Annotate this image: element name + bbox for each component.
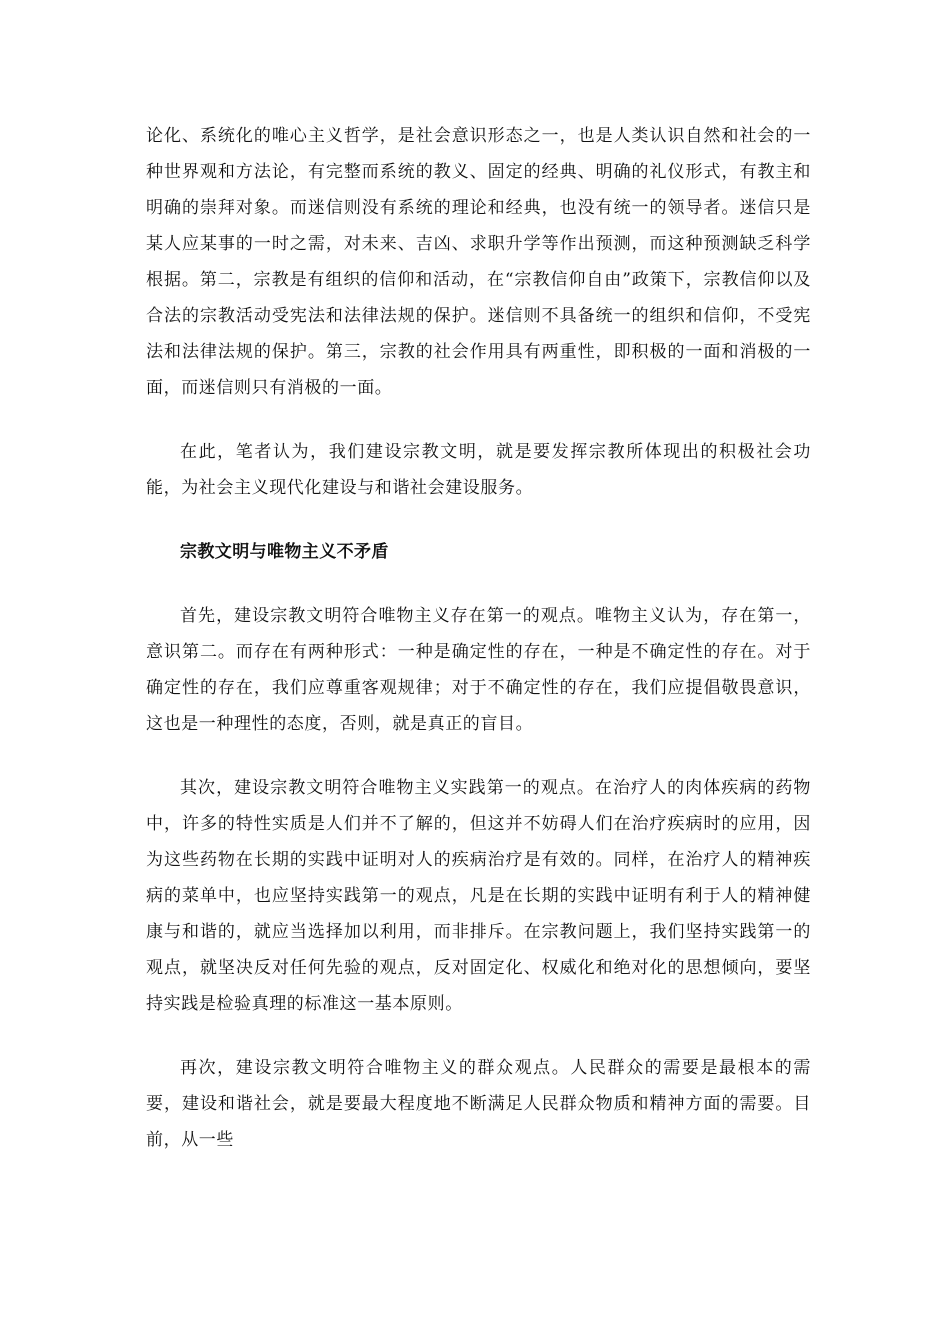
paragraph: 在此，笔者认为，我们建设宗教文明，就是要发挥宗教所体现出的积极社会功能，为社会主义现代化建设与和谐社会建设服务。 <box>146 442 811 498</box>
paragraph: 其次，建设宗教文明符合唯物主义实践第一的观点。在治疗人的肉体疾病的药物中，许多的特性实质是人们并不了解的，但这并不妨碍人们在治疗疾病时的应用，因为这些药物在长期的实践中证明对人的疾病治疗是有效的。同样，在治疗人的精神疾病的菜单中，也应坚持实践第一的观点，凡是在长期的实践中证明有利于人的精神健康与和谐的，就应当选择加以利用，而非排斥。在宗教问题上，我们坚持实践第一的观点，就坚决反对任何先验的观点，反对固定化、权威化和绝对化的思想倾向，要坚持实践是检验真理的标准这一基本原则。 <box>146 778 811 1014</box>
paragraph: 首先，建设宗教文明符合唯物主义存在第一的观点。唯物主义认为，存在第一，意识第二。而存在有两种形式：一种是确定性的存在，一种是不确定性的存在。对于确定性的存在，我们应尊重客观规律；对于不确定性的存在，我们应提倡敬畏意识，这也是一种理性的态度，否则，就是真正的盲目。 <box>146 606 811 734</box>
paragraph-continued: 论化、系统化的唯心主义哲学，是社会意识形态之一，也是人类认识自然和社会的一种世界观和方法论，有完整而系统的教义、固定的经典、明确的礼仪形式，有教主和明确的崇拜对象。而迷信则没有系统的理论和经典，也没有统一的领导者。迷信只是某人应某事的一时之需，对未来、吉凶、求职升学等作出预测，而这种预测缺乏科学根据。第二，宗教是有组织的信仰和活动，在“宗教信仰自由”政策下，宗教信仰以及合法的宗教活动受宪法和法律法规的保护。迷信则不具备统一的组织和信仰，不受宪法和法律法规的保护。第三，宗教的社会作用具有两重性，即积极的一面和消极的一面，而迷信则只有消极的一面。 <box>146 126 811 398</box>
paragraph: 再次，建设宗教文明符合唯物主义的群众观点。人民群众的需要是最根本的需要，建设和谐社会，就是要最大程度地不断满足人民群众物质和精神方面的需要。目前，从一些 <box>146 1058 811 1150</box>
document-page <box>146 118 811 1158</box>
section-heading: 宗教文明与唯物主义不矛盾 <box>180 542 389 562</box>
